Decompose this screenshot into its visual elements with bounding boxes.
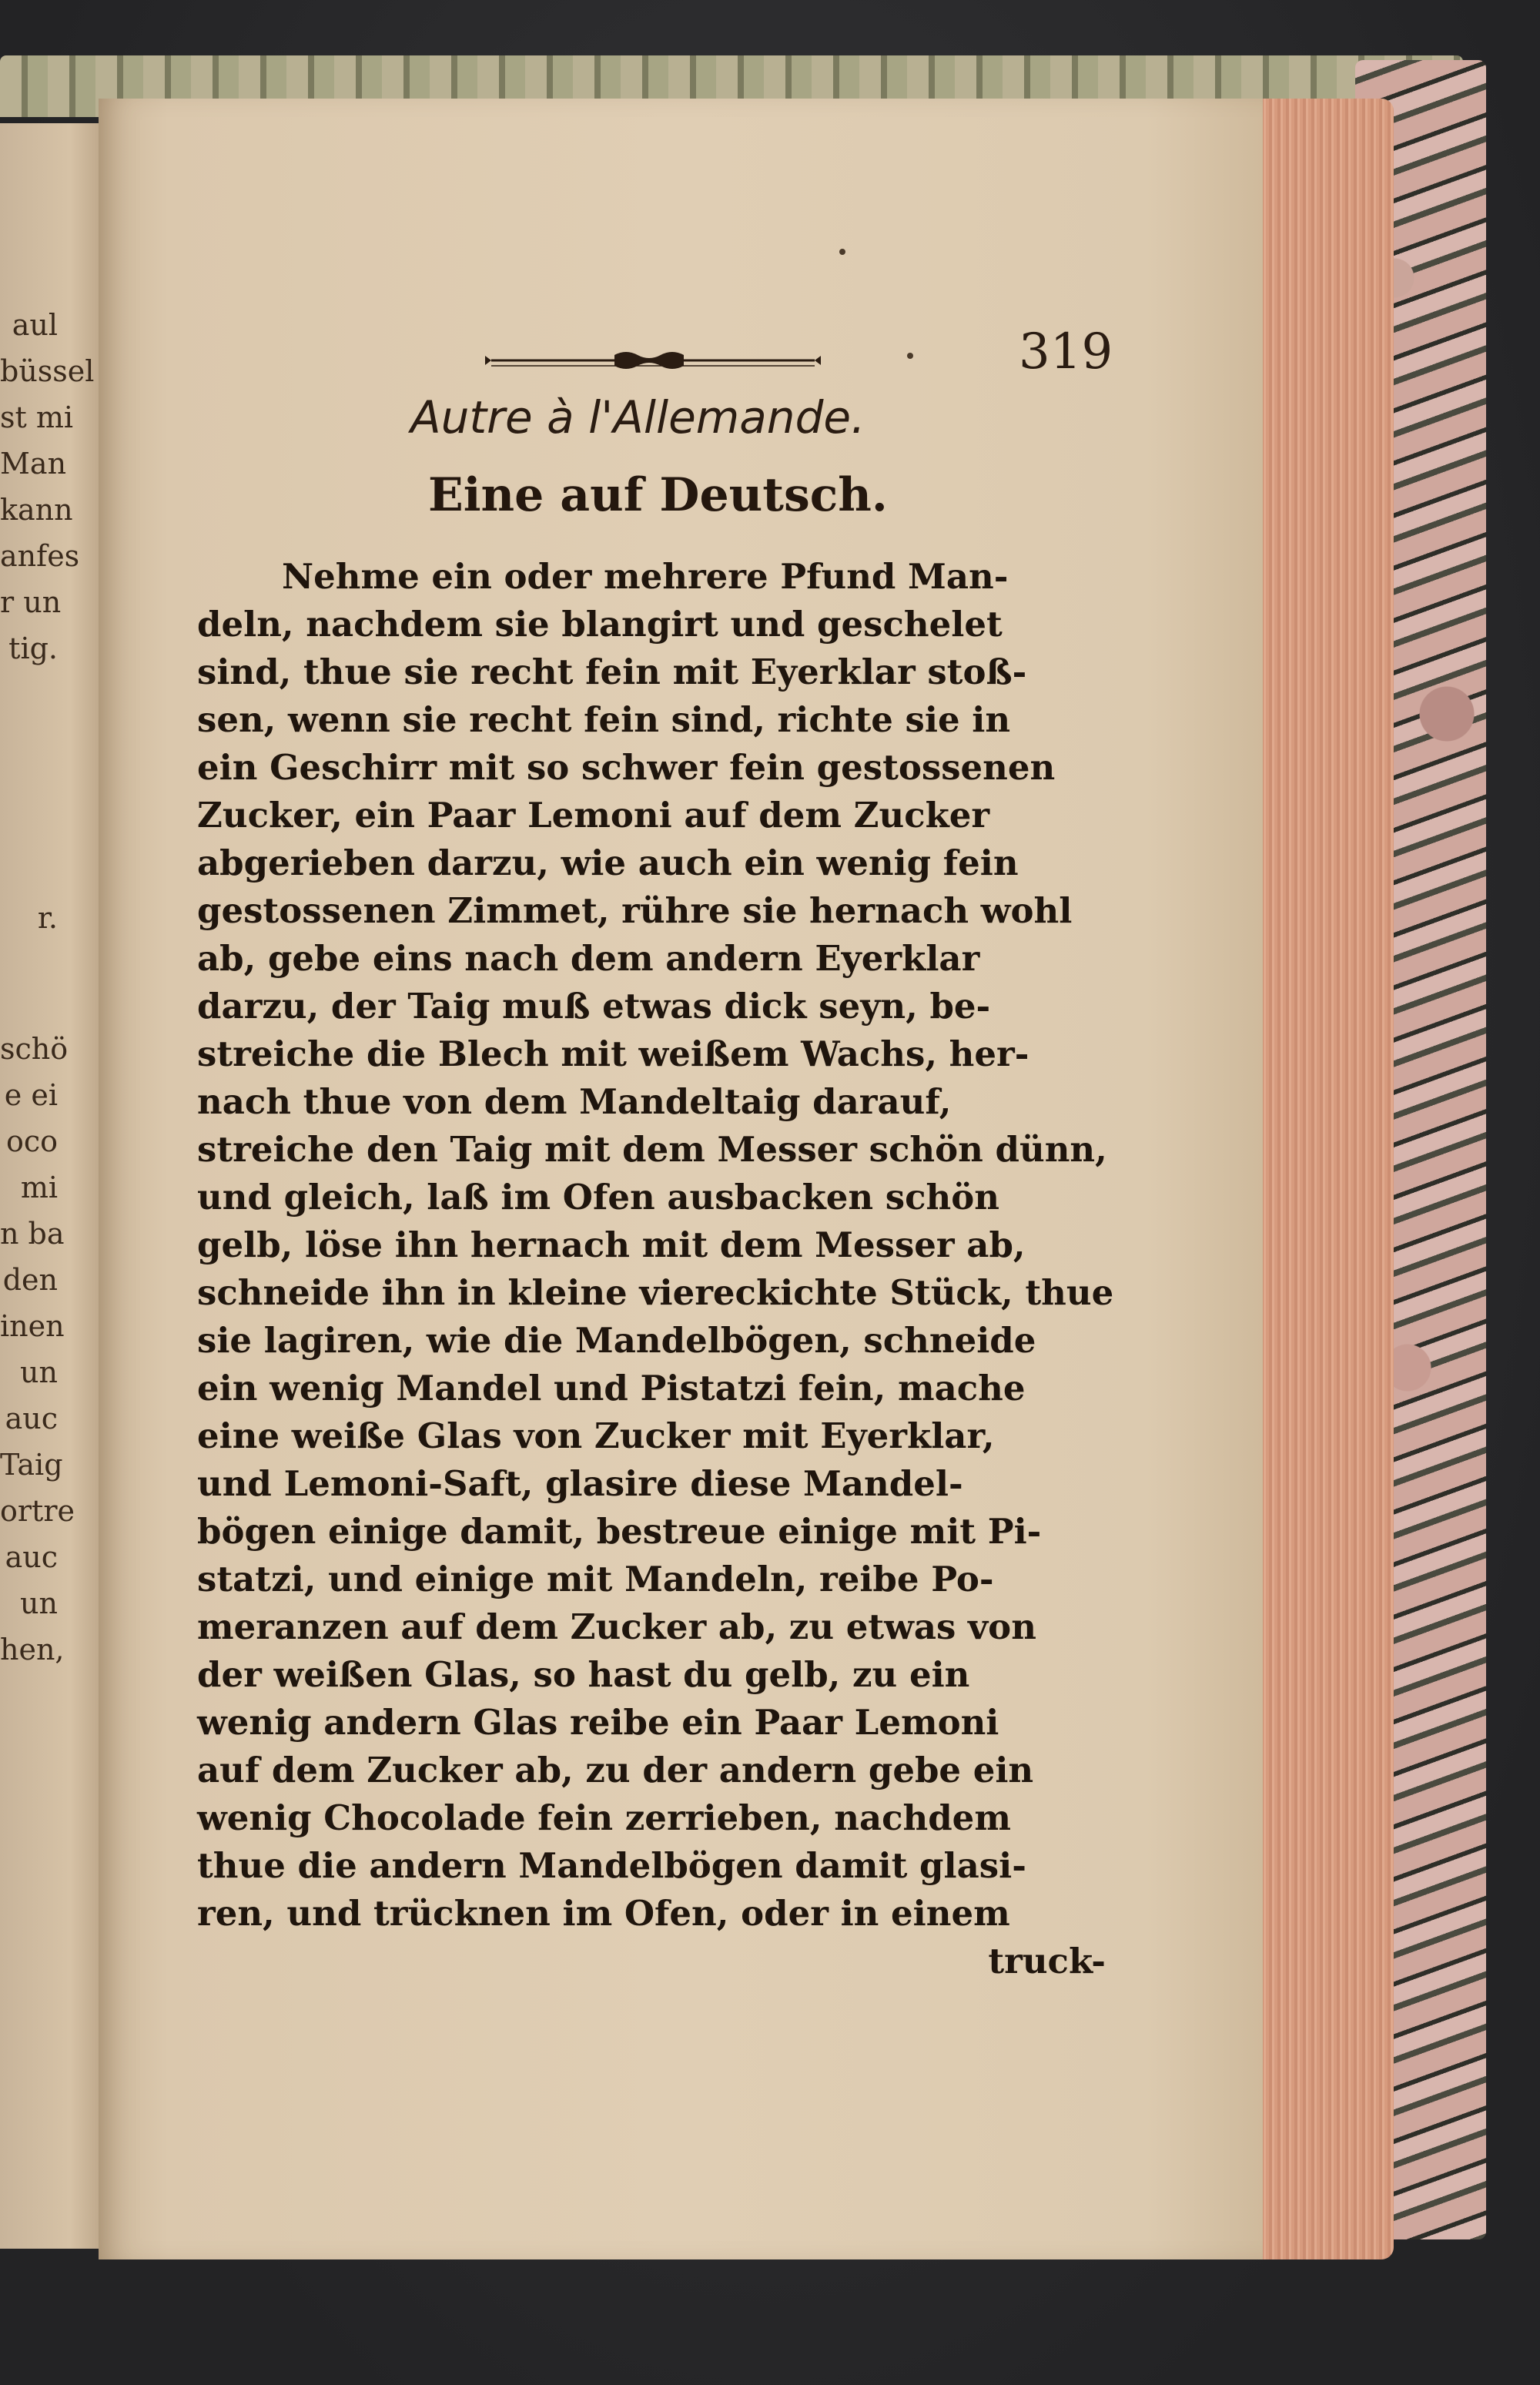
prev-page-fragment: inen bbox=[0, 1309, 65, 1343]
prev-page-fragment: n ba bbox=[0, 1217, 65, 1251]
text-line: darzu, der Taig muß etwas dick seyn, be- bbox=[197, 986, 991, 1027]
text-line: sen, wenn sie recht fein sind, richte sie in bbox=[197, 699, 1011, 740]
text-line: wenig Chocolade fein zerrieben, nachdem bbox=[197, 1797, 1011, 1838]
prev-page-fragment: oco bbox=[5, 1124, 58, 1158]
ornamental-header-rule bbox=[484, 349, 822, 372]
text-line: auf dem Zucker ab, zu der andern gebe ein bbox=[197, 1750, 1034, 1790]
text-line: ab, gebe eins nach dem andern Eyerklar bbox=[197, 938, 980, 979]
text-line: meranzen auf dem Zucker ab, zu etwas von bbox=[197, 1606, 1036, 1647]
text-line: ein Geschirr mit so schwer fein gestossenen bbox=[197, 747, 1056, 788]
previous-page-sliver bbox=[0, 123, 100, 2249]
text-line: wenig andern Glas reibe ein Paar Lemoni bbox=[197, 1702, 999, 1743]
text-line: eine weiße Glas von Zucker mit Eyerklar, bbox=[197, 1415, 995, 1456]
text-line: Zucker, ein Paar Lemoni auf dem Zucker bbox=[197, 795, 990, 836]
prev-page-fragment: aul bbox=[12, 308, 58, 342]
paper-spot bbox=[907, 353, 913, 359]
prev-page-fragment: e ei bbox=[4, 1078, 58, 1112]
prev-page-fragment: st mi bbox=[0, 400, 74, 434]
text-line: deln, nachdem sie blangirt und geschelet bbox=[197, 604, 1003, 645]
text-line: der weißen Glas, so hast du gelb, zu ein bbox=[197, 1654, 970, 1695]
text-line: streiche den Taig mit dem Messer schön dünn, bbox=[197, 1129, 1107, 1170]
text-line: nach thue von dem Mandeltaig darauf, bbox=[197, 1081, 952, 1122]
text-line: abgerieben darzu, wie auch ein wenig fein bbox=[197, 842, 1019, 883]
prev-page-fragment: r un bbox=[0, 585, 62, 619]
text-line: sind, thue sie recht fein mit Eyerklar stoß- bbox=[197, 652, 1027, 692]
text-line: und gleich, laß im Ofen ausbacken schön bbox=[197, 1177, 999, 1218]
prev-page-fragment: ortre bbox=[0, 1494, 75, 1528]
text-line: gelb, löse ihn hernach mit dem Messer ab, bbox=[197, 1224, 1026, 1265]
text-line: und Lemoni-Saft, glasire diese Mandel- bbox=[197, 1463, 963, 1504]
prev-page-fragment: auc bbox=[5, 1402, 58, 1435]
prev-page-fragment: mi bbox=[20, 1171, 58, 1204]
text-line: thue die andern Mandelbögen damit glasi- bbox=[197, 1845, 1026, 1886]
catchword: truck- bbox=[988, 1941, 1106, 1981]
prev-page-fragment: schö bbox=[0, 1032, 69, 1066]
text-line: Nehme ein oder mehrere Pfund Man- bbox=[282, 556, 1009, 597]
text-line: schneide ihn in kleine viereckichte Stück, thue bbox=[197, 1272, 1114, 1313]
prev-page-fragment: auc bbox=[5, 1540, 58, 1574]
recipe-title-french: Autre à l'Allemande. bbox=[410, 391, 865, 444]
prev-page-fragment: tig. bbox=[8, 631, 58, 665]
text-line: gestossenen Zimmet, rühre sie hernach wohl bbox=[197, 890, 1073, 931]
prev-page-fragment: kann bbox=[0, 493, 73, 527]
prev-page-fragment: hen, bbox=[0, 1633, 65, 1666]
prev-page-fragment: büssel bbox=[0, 354, 95, 388]
page-number: 319 bbox=[1019, 323, 1113, 380]
book-page bbox=[99, 99, 1263, 2259]
text-line: bögen einige damit, bestreue einige mit Pi- bbox=[197, 1511, 1042, 1552]
prev-page-fragment: un bbox=[20, 1586, 58, 1620]
recipe-body bbox=[197, 553, 1121, 1985]
prev-page-fragment: Man bbox=[0, 447, 67, 481]
prev-page-fragment: un bbox=[20, 1355, 58, 1389]
prev-page-fragment: r. bbox=[37, 901, 58, 935]
recipe-title-german: Eine auf Deutsch. bbox=[428, 468, 888, 522]
text-line: ren, und trücknen im Ofen, oder in einem bbox=[197, 1893, 1010, 1934]
text-line: streiche die Blech mit weißem Wachs, her- bbox=[197, 1033, 1029, 1074]
text-line: ein wenig Mandel und Pistatzi fein, mache bbox=[197, 1368, 1026, 1409]
prev-page-fragment: anfes bbox=[0, 539, 80, 573]
text-line: sie lagiren, wie die Mandelbögen, schneide bbox=[197, 1320, 1036, 1361]
prev-page-fragment: Taig bbox=[0, 1448, 63, 1482]
paper-spot bbox=[839, 249, 845, 255]
text-line: statzi, und einige mit Mandeln, reibe Po- bbox=[197, 1559, 994, 1599]
prev-page-fragment: den bbox=[2, 1263, 58, 1297]
